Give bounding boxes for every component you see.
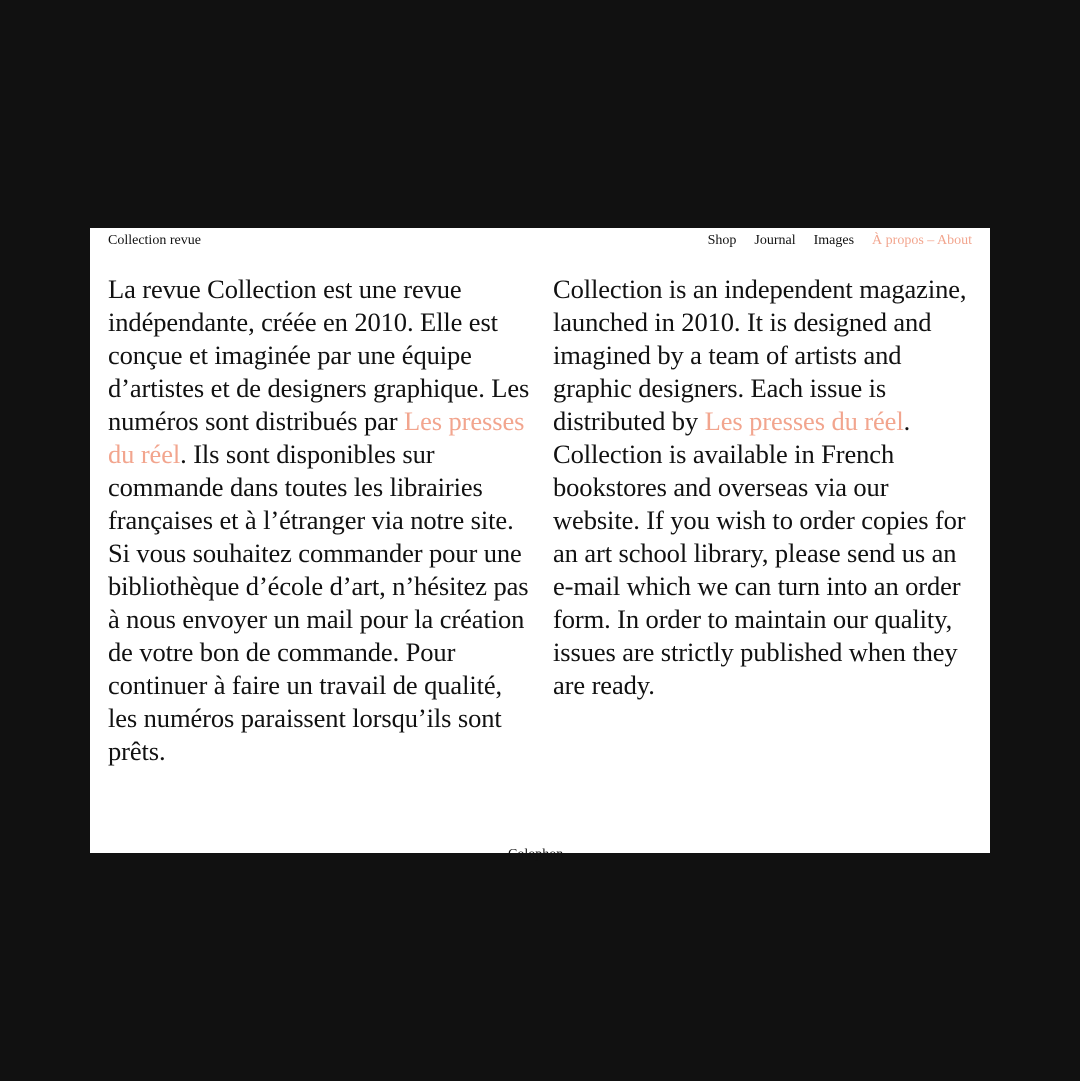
english-text-part-1: Collection is an independent magazine, launched in 2010. It is designed and imagined by a team of artists and graphic designers. Each issue is distributed by [553,274,967,436]
nav-shop[interactable]: Shop [707,233,737,248]
presses-du-reel-link-fr[interactable]: Les presses du réel [108,406,525,469]
nav-about[interactable]: À propos – About [872,233,972,248]
english-text-part-2: . Collection is available in French bookstores and overseas via our website. If you wish to order copies for an art school library, please send us an e-mail which we can turn into an order form. In order to maintain our quality, issues are strictly published when they are ready. [553,406,966,700]
about-text-french [108,273,533,768]
main-nav [708,232,972,249]
presses-du-reel-link-en[interactable]: Les presses du réel [704,406,904,436]
french-text-part-2: . Ils sont disponibles sur commande dans toutes les librairies françaises et à l’étranger via notre site. Si vous souhaitez commander pour une bibliothèque d’école d’art, n’hésitez pas à nous envoyer un mail pour la création de votre bon de commande. Pour continuer à faire un travail de qualité, les numéros paraissent lorsqu’ils sont prêts. [108,439,529,766]
site-title-link[interactable]: Collection revue [108,233,201,248]
french-text-part-1: La revue Collection est une revue indépendante, créée en 2010. Elle est conçue et imaginée par une équipe d’artistes et de designers graphique. Les numéros sont distribués par [108,274,530,436]
nav-images[interactable]: Images [813,233,855,248]
about-text-english [553,273,978,702]
nav-journal[interactable]: Journal [754,233,796,248]
browser-page [90,228,990,862]
colophon-link[interactable]: Colophon [508,847,564,862]
